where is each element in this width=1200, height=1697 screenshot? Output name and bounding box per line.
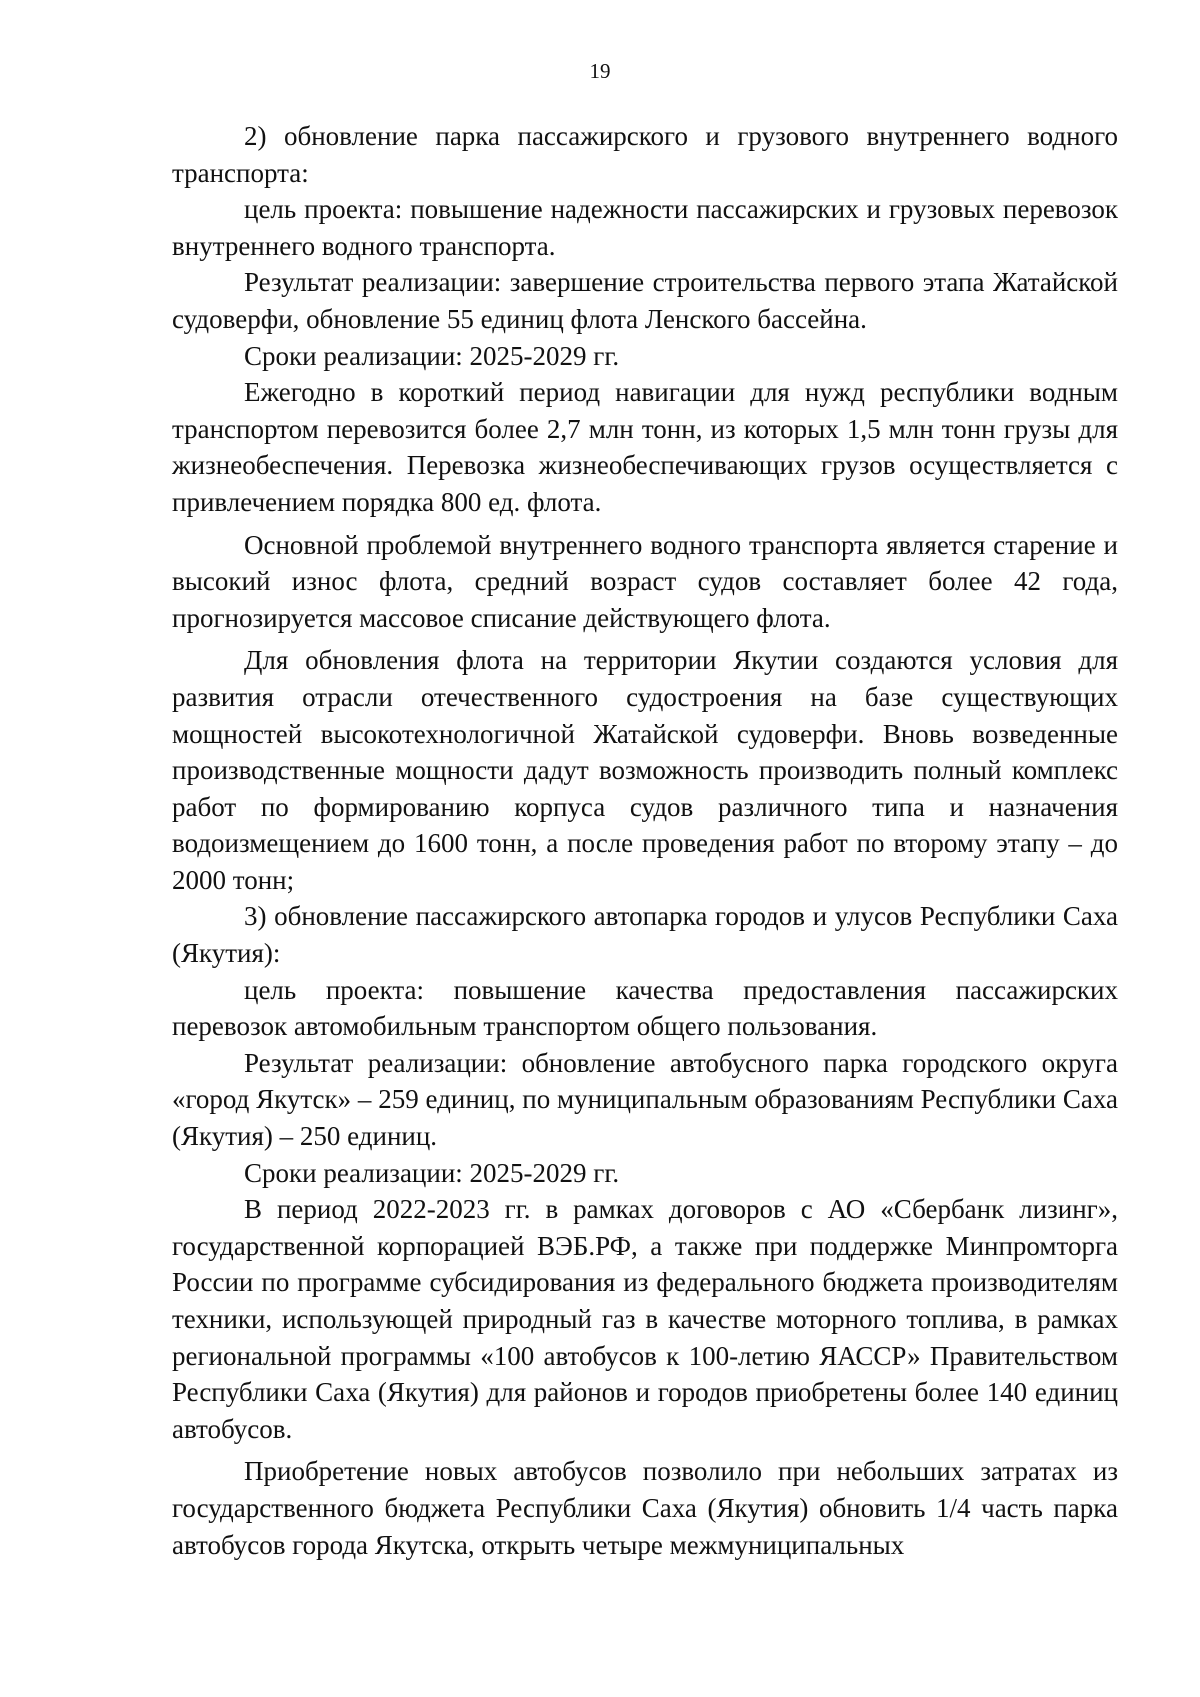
- document-body: [172, 118, 1118, 1563]
- paragraph-water-project-timeline: Сроки реализации: 2025-2029 гг.: [244, 340, 620, 371]
- paragraph-bus-project-result: Результат реализации: обновление автобусного парка городского округа «город Якутск» – 259 единиц, по муниципальным образованиям Республики Саха (Якутия) – 250 единиц.: [172, 1047, 1118, 1152]
- paragraph-bus-procurement-impact: Приобретение новых автобусов позволило при небольших затратах из государственного бюджета Республики Саха (Якутия) обновить 1/4 часть парка автобусов города Якутска, открыть четыре межмуниципальных: [172, 1456, 1118, 1560]
- paragraph-navigation-cargo: Ежегодно в короткий период навигации для нужд республики водным транспортом перевозится более 2,7 млн тонн, из которых 1,5 млн тонн грузы для жизнеобеспечения. Перевозка жизнеобеспечивающих грузов осуществляется с привлечением порядка 800 ед. флота.: [172, 377, 1118, 517]
- paragraph-fleet-aging-problem: Основной проблемой внутреннего водного транспорта является старение и высокий износ флота, средний возраст судов составляет более 42 года, прогнозируется массовое списание действующего флота.: [172, 529, 1118, 633]
- paragraph-bus-project-timeline: Сроки реализации: 2025-2029 гг.: [244, 1157, 620, 1188]
- page-number: 19: [589, 59, 611, 83]
- paragraph-bus-fleet-item: 3) обновление пассажирского автопарка городов и улусов Республики Саха (Якутия):: [172, 901, 1118, 969]
- paragraph-shipyard-development: Для обновления флота на территории Якутии создаются условия для развития отрасли отечественного судостроения на базе существующих мощностей высокотехнологичной Жатайской судоверфи. Вновь возведенные производственные мощности дадут возможность производить полный комплекс работ по формированию корпуса судов различного типа и назначения водоизмещением до 1600 тонн, а после проведения работ по второму этапу – до 2000 тонн;: [172, 645, 1118, 895]
- paragraph-inland-water-transport-item: 2) обновление парка пассажирского и грузового внутреннего водного транспорта:: [172, 121, 1118, 188]
- paragraph-water-project-goal: цель проекта: повышение надежности пассажирских и грузовых перевозок внутреннего водного транспорта.: [172, 194, 1118, 261]
- paragraph-bus-procurement-history: В период 2022-2023 гг. в рамках договоров с АО «Сбербанк лизинг», государственной корпорацией ВЭБ.РФ, а также при поддержке Минпромторга России по программе субсидирования из федерального бюджета производителям техники, использующей природный газ в качестве моторного топлива, в рамках региональной программы «100 автобусов к 100-летию ЯАССР» Правительством Республики Саха (Якутия) для районов и городов приобретены более 140 единиц автобусов.: [172, 1194, 1118, 1444]
- paragraph-water-project-result: Результат реализации: завершение строительства первого этапа Жатайской судоверфи, обновление 55 единиц флота Ленского бассейна.: [172, 267, 1118, 334]
- paragraph-bus-project-goal: цель проекта: повышение качества предоставления пассажирских перевозок автомобильным транспортом общего пользования.: [172, 974, 1118, 1042]
